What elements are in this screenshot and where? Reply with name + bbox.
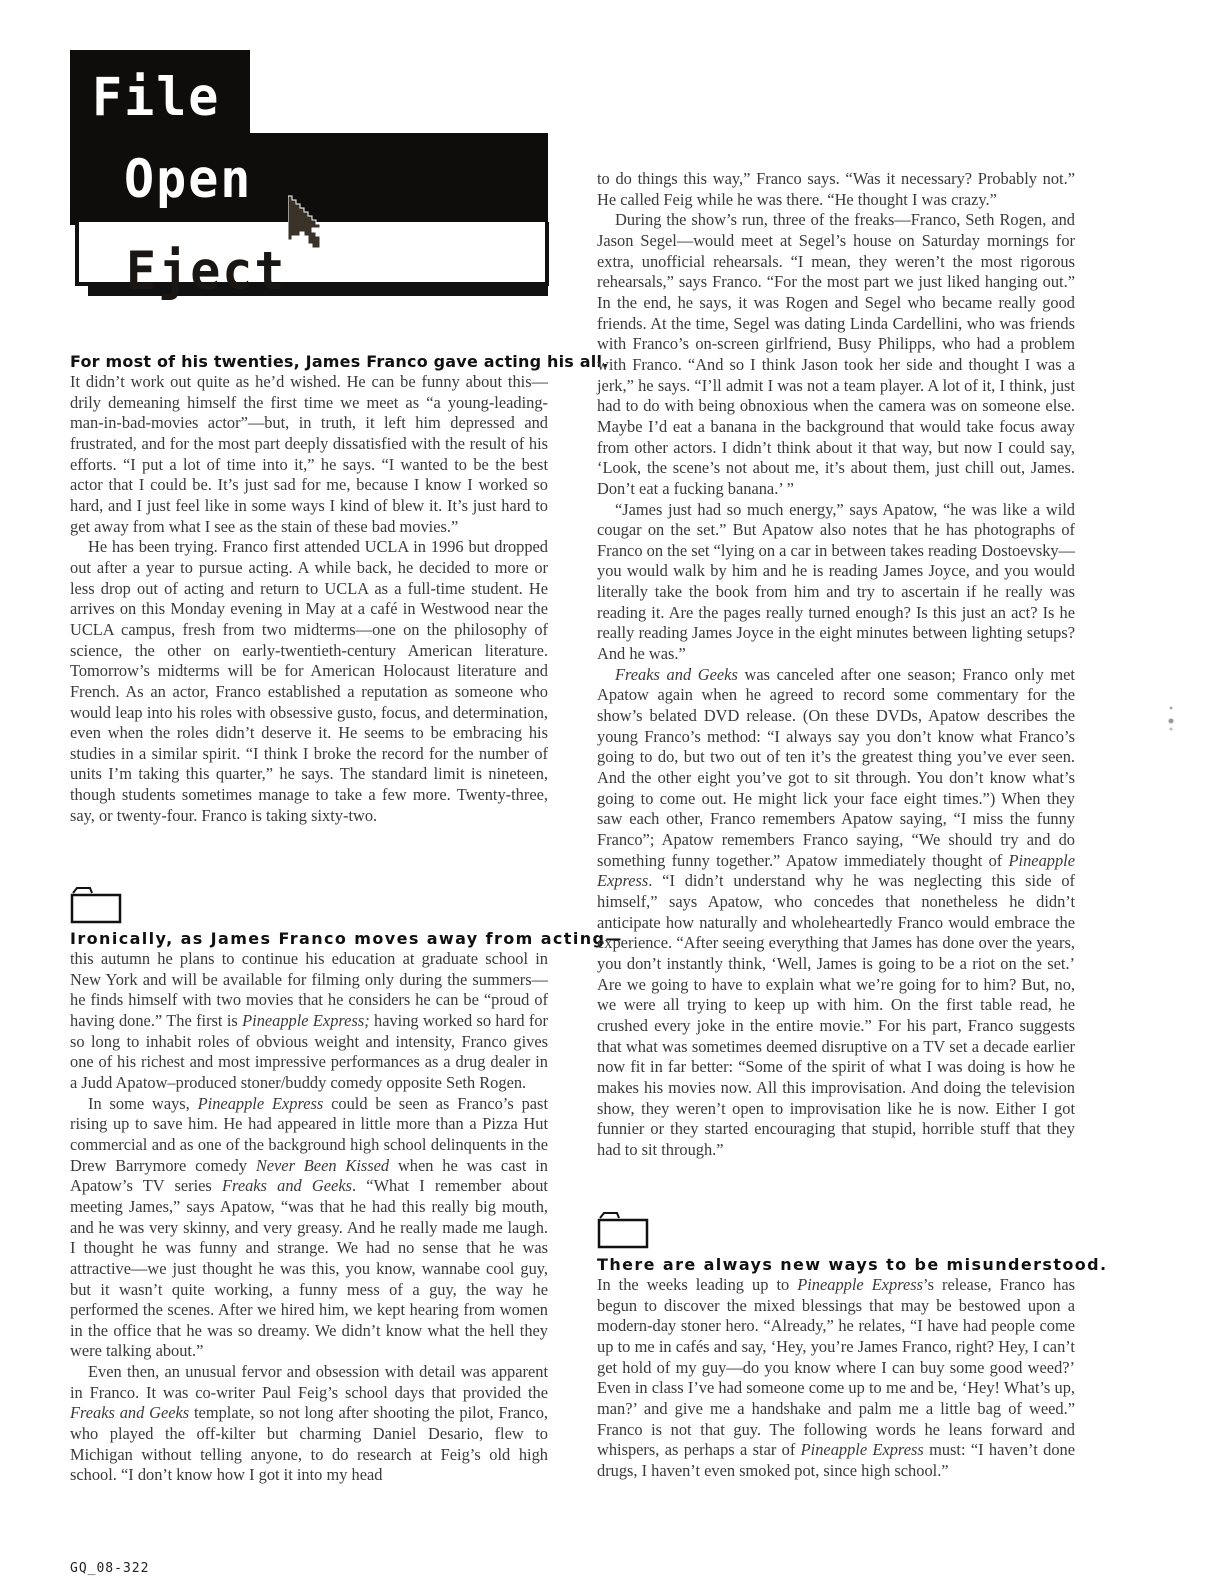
section-lead-heading: For most of his twenties, James Franco gave acting his all. <box>70 352 609 371</box>
paragraph-text: could be seen as Franco’s past rising up to save him. He had appeared in little more than a Pizza Hut commercial and as one of the background high school delinquents in the Drew Barrymore comedy <box>70 1093 548 1175</box>
italic-title: Pineapple Express <box>800 1440 924 1460</box>
article-paragraph <box>597 169 1075 210</box>
paragraph-text: During the show’s run, three of the freaks—Franco, Seth Rogen, and Jason Segel—would meet at Segel’s house on Saturday mornings for extra, unofficial rehearsals. “I mean, they weren’t the most rigorous rehearsals,” says Franco. “For the most part we just liked hanging out.” In the end, he says, it was Rogen and Segel who became really good friends. At the time, Segel was dating Linda Cardellini, who was friends with Franco’s on-screen girlfriend, Busy Philipps, who had a problem with Franco. “And so I think Jason took her side and thought I was a jerk,” he says. “I’ll admit I was not a team player. A lot of it, I think, just had to do with being obnoxious when the camera was on someone else. Maybe I’d eat a banana in the background that would take focus away from other actors. I didn’t think about it that way, but now I could say, ‘Look, the scene’s not about me, it’s about them, just chill out, James. Don’t eat a fucking banana.’ ” <box>597 210 1075 498</box>
paragraph-text: “James just had so much energy,” says Apatow, “he was like a wild cougar on the set.” But Apatow also notes that he has photographs of Franco on the set “lying on a car in between takes reading Dostoevsky—you would walk by him and he is reading James Joyce, and you would literally take the book from him and try to ascertain if he really was reading it. Are the pages really turned enough? Is this just an act? Is he really reading James Joyce in the eight minutes between lighting setups? And he was.” <box>597 499 1075 664</box>
italic-title: Never Been Kissed <box>255 1155 390 1175</box>
article-paragraph <box>70 949 548 1094</box>
menu-item-open: Open <box>124 148 253 210</box>
paragraph-text: In the weeks leading up to <box>597 1275 798 1294</box>
paragraph-text: ’s release, Franco has begun to discover the mixed blessings that may be bestowed upon a modern-day stoner hero. “Already,” he relates, “I have had people come up to me in cafés and say, ‘Hey, you’re James Franco, right? Hey, I can’t get hold of my guy—do you know where I can buy some good weed?’ Even in class I’ve had someone come up to me and be, ‘Hey! What’s up, man?’ and give me a handshake and palm me a little bag of weed.” Franco is not that guy. The following words he leans forward and whispers, as perhaps a star of <box>597 1275 1075 1460</box>
paragraph-text: this autumn he plans to continue his education at graduate school in New York and will be available for filming only during the summers—he finds himself with two movies that he considers he can be “proud of having done.” The first is <box>70 949 548 1030</box>
italic-title: Freaks and Geeks <box>222 1176 352 1196</box>
paragraph-text: template, so not long after shooting the pilot, Franco, who played the off-kilter but charming Daniel Desario, flew to Michigan without telling anyone, to do research at Feig’s old high school. “I don’t know how I got it into my head <box>70 1403 548 1485</box>
section-lead-heading: Ironically, as James Franco moves away from acting— <box>70 929 623 948</box>
paragraph-text: In some ways, <box>88 1093 198 1113</box>
paragraph-text: when he was cast in Apatow’s TV series <box>70 1155 548 1196</box>
paragraph-text: having worked so hard for so long to inhabit roles of obvious weight and intensity, Franco gives one of his richest and most impressive performances as a drug dealer in a Judd Apatow–produced stoner/buddy comedy opposite Seth Rogen. <box>70 1010 548 1092</box>
paragraph-text: He has been trying. Franco first attended UCLA in 1996 but dropped out after a year to pursue acting. A while back, he decided to more or less drop out of acting and return to UCLA as a full-time student. He arrives on this Monday evening in May at a café in Westwood near the UCLA campus, fresh from two midterms—one on the philosophy of science, the other on early-twentieth-century American literature. Tomorrow’s midterms will be for American Holocaust literature and French. As an actor, Franco established a reputation as someone who would leap into his roles with obsessive gusto, focus, and determination, even when the roles didn’t deserve it. He seems to be embracing his studies in a similar spirit. “I think I broke the record for the number of units I’m taking this quarter,” he says. The standard limit is nineteen, though students sometimes manage to take a few more. Twenty-three, say, or twenty-four. Franco is taking sixty-two. <box>70 537 548 825</box>
paragraph-text: . “I didn’t understand why he was neglecting this side of himself,” says Apatow, who concedes that nonetheless he didn’t anticipate how naturally and wholeheartedly Franco would embrace the experience. “After seeing everything that James has done over the years, you don’t instantly think, ‘Well, James is going to be a riot on the set.’ Are we going to have to explain what we’re going for to him? But, no, we were all trying to keep up with him. On the first table read, he crushed every joke in the entire movie.” For his part, Franco suggests that what was sometimes deemed disruptive on a TV set a decade earlier now fit in far better: “Some of the spirit of what I was doing is how he makes his movies now. All this improvisation. And doing the television show, they weren’t open to improvisation like he is now. Either I got funnier or they started encouraging that stupid, horrible stuff that they had to sit through.” <box>597 871 1075 1159</box>
article-section-d <box>597 1254 1108 1482</box>
paragraph-text: must: “I haven’t done drugs, I haven’t even smoked pot, since high school.” <box>597 1440 1075 1480</box>
menu-item-eject: Eject <box>126 240 287 302</box>
paragraph-text: . “What I remember about meeting James,” says Apatow, “was that he had this really big mouth, and he was very skinny, and very greasy. And he really made me laugh. I thought he was funny and strange. We had no sense that he was attractive—we just thought he was this, you know, wannabe cool guy, but it wasn’t quite working, a funny mess of a guy, the way he performed the scenes. After we hired him, we kept hearing from women in the office that he was so dreamy. We didn’t know what the hell they were talking about.” <box>70 1176 548 1361</box>
article-paragraph <box>70 372 548 537</box>
italic-title: Pineapple Express <box>797 1275 924 1294</box>
article-paragraph <box>70 1094 548 1363</box>
paragraph-text: was canceled after one season; Franco only met Apatow again when he agreed to record some commentary for the show’s belated DVD release. (On these DVDs, Apatow describes the young Franco’s method: “I always say you don’t know what Franco’s going to do, but two out of ten it’s the greatest thing you’ve ever seen. And the other eight you’ve got to sit through. You don’t know what’s going to come out. He might lick your face eight times.”) When they saw each other, Franco remembers Apatow saying, “I miss the funny Franco”; Apatow remembers Franco saying, “We should try and do something funny together.” Apatow immediately thought of <box>597 664 1075 870</box>
italic-title: Pineapple Express; <box>242 1010 370 1030</box>
article-paragraph <box>597 665 1075 1161</box>
italic-title: Freaks and Geeks <box>615 664 738 684</box>
section-lead-heading: There are always new ways to be misunderstood. <box>597 1255 1108 1274</box>
article-section-c <box>597 169 1075 1161</box>
folder-icon <box>70 885 122 925</box>
mouse-pointer-icon <box>288 195 332 265</box>
italic-title: Pineapple Express <box>197 1093 324 1113</box>
italic-title: Pineapple Express <box>597 850 1075 891</box>
menu-title-file: File <box>92 66 221 128</box>
article-paragraph <box>70 1362 548 1486</box>
page-folio: GQ_08-322 <box>70 1561 150 1576</box>
article-paragraph <box>70 537 548 826</box>
scan-mark <box>1168 703 1174 733</box>
paragraph-text: Even then, an unusual fervor and obsession with detail was apparent in Franco. It was co-writer Paul Feig’s school days that provided the <box>70 1362 548 1402</box>
file-menu-graphic <box>70 50 550 302</box>
article-section-a <box>70 351 609 826</box>
article-paragraph <box>597 210 1075 499</box>
paragraph-text: to do things this way,” Franco says. “Was it necessary? Probably not.” He called Feig while he was there. “He thought I was crazy.” <box>597 169 1075 209</box>
article-section-b <box>70 928 623 1486</box>
paragraph-text: It didn’t work out quite as he’d wished. He can be funny about this—drily demeaning himself the first time we meet as “a young-leading-man-in-bad-movies actor”—but, in truth, it left him depressed and frustrated, and for the most part deeply dissatisfied with the result of his efforts. “I put a lot of time into it,” he says. “I wanted to be the best actor that I could be. It’s just sad for me, because I know I worked so hard, and I just feel like in some ways I kind of blew it. It’s just hard to get away from what I see as the stain of these bad movies.” <box>70 372 548 536</box>
article-paragraph <box>597 500 1075 665</box>
folder-icon <box>597 1210 649 1250</box>
italic-title: Freaks and Geeks <box>70 1403 190 1423</box>
article-paragraph <box>597 1275 1075 1482</box>
